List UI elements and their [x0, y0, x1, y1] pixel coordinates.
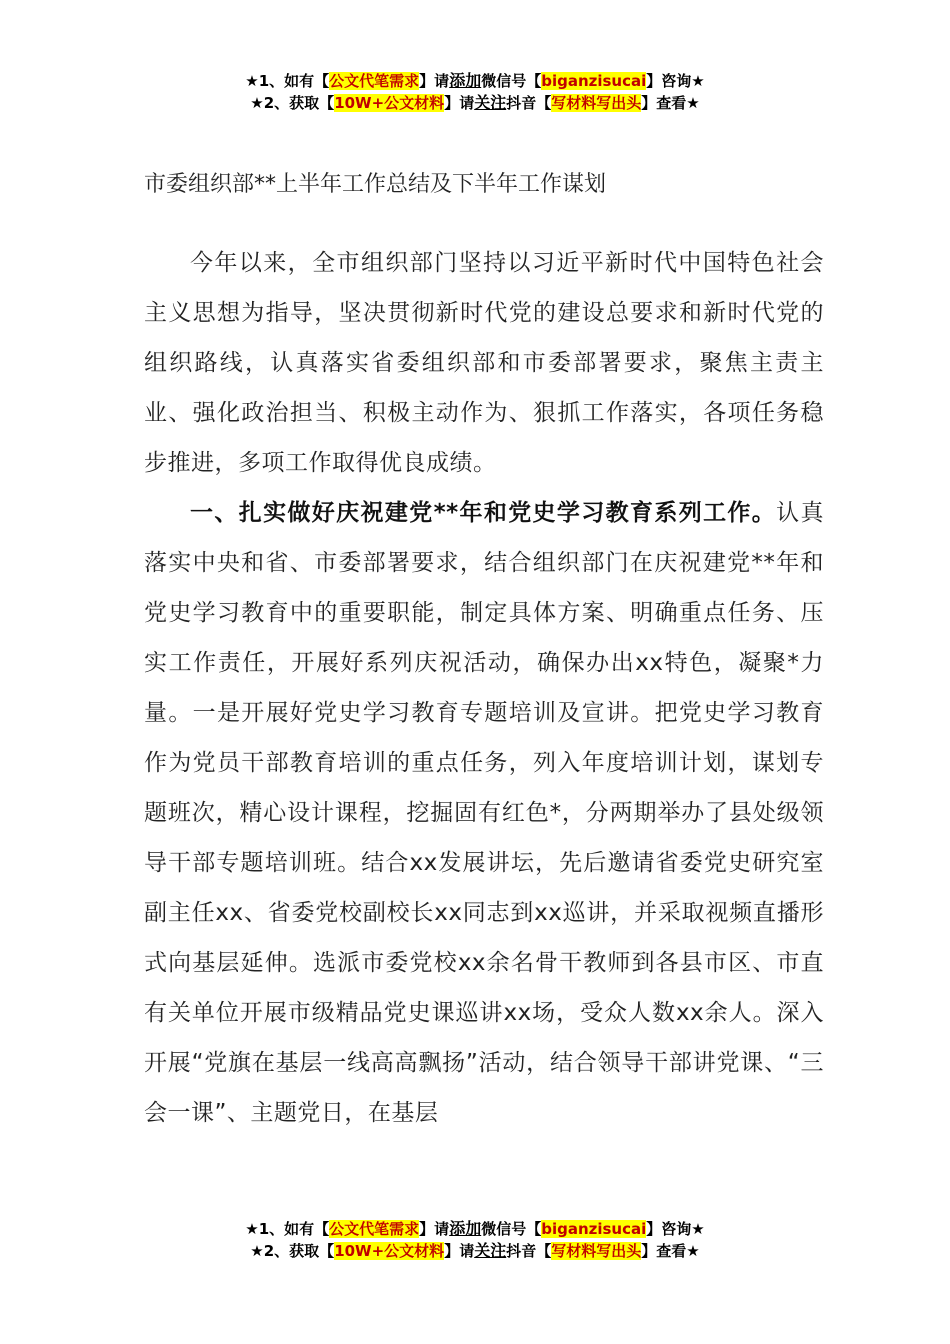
footer-highlight-materials: 10W+公文材料 — [334, 1242, 445, 1260]
footer-banner-line-2: ★2、获取【10W+公文材料】请关注抖音【写材料写出头】查看★ — [250, 1241, 700, 1260]
section-1-paragraph — [144, 488, 824, 1138]
banner-highlight-douyin: 写材料写出头 — [551, 94, 642, 112]
footer-highlight-douyin: 写材料写出头 — [551, 1242, 642, 1260]
header-banner — [0, 70, 950, 114]
banner-highlight-wechat-id: biganzisucai — [541, 72, 647, 90]
intro-paragraph: 今年以来，全市组织部门坚持以习近平新时代中国特色社会主义思想为指导，坚决贯彻新时代党的建设总要求和新时代党的组织路线，认真落实省委组织部和市委部署要求，聚焦主责主业、强化政治担当、积极主动作为、狠抓工作落实，各项任务稳步推进，多项工作取得优良成绩。 — [144, 250, 824, 476]
banner-highlight-materials: 10W+公文材料 — [334, 94, 445, 112]
footer-banner-line-1: ★1、如有【公文代笔需求】请添加微信号【biganzisucai】咨询★ — [245, 1219, 705, 1238]
footer-highlight-service: 公文代笔需求 — [329, 1220, 420, 1238]
section-1-heading: 一、扎实做好庆祝建党**年和党史学习教育系列工作。 — [190, 500, 777, 526]
document-body — [144, 166, 824, 1138]
footer-highlight-wechat-id: biganzisucai — [541, 1220, 647, 1238]
section-1-body: 认真落实中央和省、市委部署要求，结合组织部门在庆祝建党**年和党史学习教育中的重要职能，制定具体方案、明确重点任务、压实工作责任，开展好系列庆祝活动，确保办出xx特色，凝聚*力量。一是开展好党史学习教育专题培训及宣讲。把党史学习教育作为党员干部教育培训的重点任务，列入年度培训计划，谋划专题班次，精心设计课程，挖掘固有红色*，分两期举办了县处级领导干部专题培训班。结合xx发展讲坛，先后邀请省委党史研究室副主任xx、省委党校副校长xx同志到xx巡讲，并采取视频直播形式向基层延伸。选派市委党校xx余名骨干教师到各县市区、市直有关单位开展市级精品党史课巡讲xx场，受众人数xx余人。深入开展“党旗在基层一线高高飘扬”活动，结合领导干部讲党课、“三会一课”、主题党日，在基层 — [144, 500, 824, 1126]
banner-line-1: ★1、如有【公文代笔需求】请添加微信号【biganzisucai】咨询★ — [245, 71, 705, 90]
footer-banner — [0, 1218, 950, 1262]
banner-line-2: ★2、获取【10W+公文材料】请关注抖音【写材料写出头】查看★ — [250, 93, 700, 112]
document-title: 市委组织部**上半年工作总结及下半年工作谋划 — [144, 172, 607, 197]
banner-highlight-service: 公文代笔需求 — [329, 72, 420, 90]
